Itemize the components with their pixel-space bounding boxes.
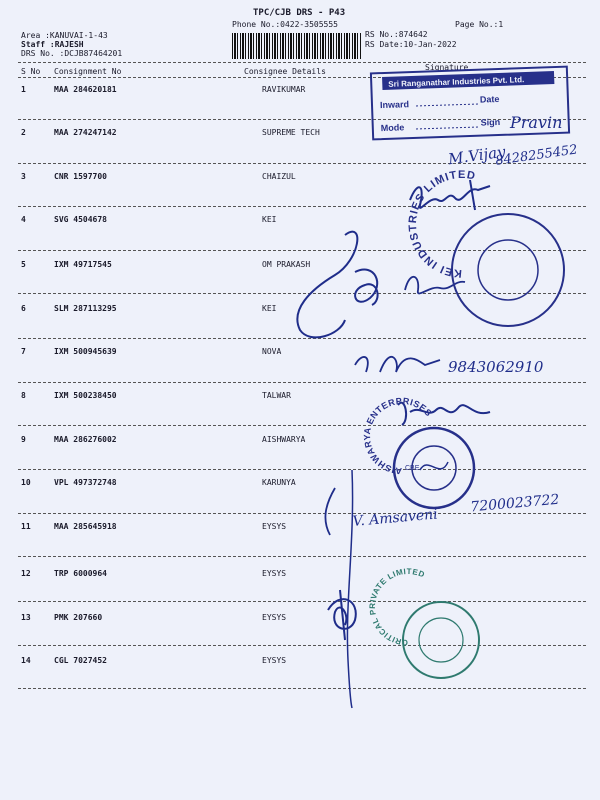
row-consignment: MAA 274247142	[54, 128, 117, 137]
aishwarya-stamp	[362, 396, 474, 508]
area-label: Area :KANUVAI-1-43	[21, 31, 108, 40]
row-sno: 11	[21, 522, 31, 531]
row-consignment: PMK 207660	[54, 613, 103, 622]
row-consignee: CHAIZUL	[262, 172, 296, 181]
stamp-inward: Inward	[379, 99, 410, 111]
row-consignment: MAA 284620181	[54, 85, 117, 94]
handwritten-pravin: Pravin	[510, 113, 563, 132]
row-consignee: OM PRAKASH	[262, 260, 311, 269]
svg-text:KEI INDUSTRIES LIMITED	[407, 169, 477, 279]
row-consignee: RAVIKUMAR	[262, 85, 306, 94]
row-sno: 3	[21, 172, 26, 181]
row-consignee: NOVA	[262, 347, 282, 356]
handwritten-phone-1: 8428255452	[494, 142, 579, 169]
row-consignee: AISHWARYA	[262, 435, 306, 444]
row-consignment: CNR 1597700	[54, 172, 107, 181]
handwritten-phone-10: 7200023722	[469, 491, 560, 516]
signature-loop	[355, 270, 378, 305]
page-number: Page No.:1	[455, 20, 504, 29]
row-sno: 8	[21, 391, 26, 400]
row-consignee: TALWAR	[262, 391, 291, 400]
signature-row12	[328, 590, 356, 640]
rs-date: RS Date:10-Jan-2022	[365, 40, 457, 49]
row-consignment: TRP 6000964	[54, 569, 107, 578]
row-consignee: SUPREME TECH	[262, 128, 320, 137]
row-consignee: EYSYS	[262, 656, 287, 665]
svg-text:CRITICAL PRIVATE LIMITED	[368, 567, 426, 647]
row-consignment: VPL 497372748	[54, 478, 117, 487]
row-consignee: KARUNYA	[262, 478, 296, 487]
column-sno: S No	[21, 67, 41, 76]
row-sno: 12	[21, 569, 31, 578]
pen-stroke	[347, 470, 352, 708]
phone-number: Phone No.:0422-3505555	[232, 20, 338, 29]
drs-number: DRS No. :DCJB87464201	[21, 49, 123, 58]
handwritten-vijay: M.Vijay	[447, 142, 507, 169]
signature-row7	[355, 357, 440, 372]
row-consignee: EYSYS	[262, 613, 287, 622]
column-signature: Signature	[425, 63, 469, 72]
rs-number: RS No.:874642	[365, 30, 428, 39]
handwritten-phone-7: 9843062910	[448, 358, 544, 376]
document-title: TPC/CJB DRS - P43	[253, 8, 346, 18]
stamp-mode: Mode	[380, 122, 405, 134]
row-consignee: EYSYS	[262, 522, 287, 531]
svg-text:AISHWARYA ENTERPRISES	[362, 396, 434, 476]
row-sno: 2	[21, 128, 26, 137]
row-sno: 14	[21, 656, 31, 665]
row-consignee: KEI	[262, 304, 277, 313]
third-stamp-text: CRITICAL PRIVATE LIMITED	[367, 566, 427, 648]
row-sno: 10	[21, 478, 31, 487]
row-sno: 7	[21, 347, 26, 356]
row-consignment: IXM 500945639	[54, 347, 117, 356]
staff-label: Staff :RAJESH	[21, 40, 84, 49]
row-sno: 9	[21, 435, 26, 444]
row-consignment: SVG 4504678	[54, 215, 107, 224]
stamp-company: Sri Ranganathar Industries Pvt. Ltd.	[388, 75, 525, 89]
stamp-sign: Sign	[480, 116, 501, 128]
row-consignment: SLM 287113295	[54, 304, 117, 313]
signature-scribble	[297, 232, 357, 338]
stamp-date: Date	[479, 93, 500, 105]
handwritten-amsaveni: V. Amsaveni	[352, 506, 439, 530]
row-consignment: IXM 49717545	[54, 260, 112, 269]
row-consignee: KEI	[262, 215, 277, 224]
row-consignment: MAA 286276002	[54, 435, 117, 444]
kei-stamp-text: KEI INDUSTRIES LIMITED	[406, 168, 477, 280]
kei-stamp	[407, 169, 564, 326]
column-consignee: Consignee Details	[244, 67, 326, 76]
row-sno: 1	[21, 85, 26, 94]
row-sno: 6	[21, 304, 26, 313]
aishwarya-stamp-text: AISHWARYA ENTERPRISES	[361, 395, 434, 477]
row-consignment: CGL 7027452	[54, 656, 107, 665]
aishwarya-stamp-city: CBE	[405, 465, 420, 472]
row-consignment: IXM 500238450	[54, 391, 117, 400]
third-stamp	[368, 567, 479, 678]
row-consignee: EYSYS	[262, 569, 287, 578]
row-sno: 5	[21, 260, 26, 269]
row-sno: 4	[21, 215, 26, 224]
row-consignment: MAA 285645918	[54, 522, 117, 531]
row-sno: 13	[21, 613, 31, 622]
column-consignment: Consignment No	[54, 67, 122, 76]
